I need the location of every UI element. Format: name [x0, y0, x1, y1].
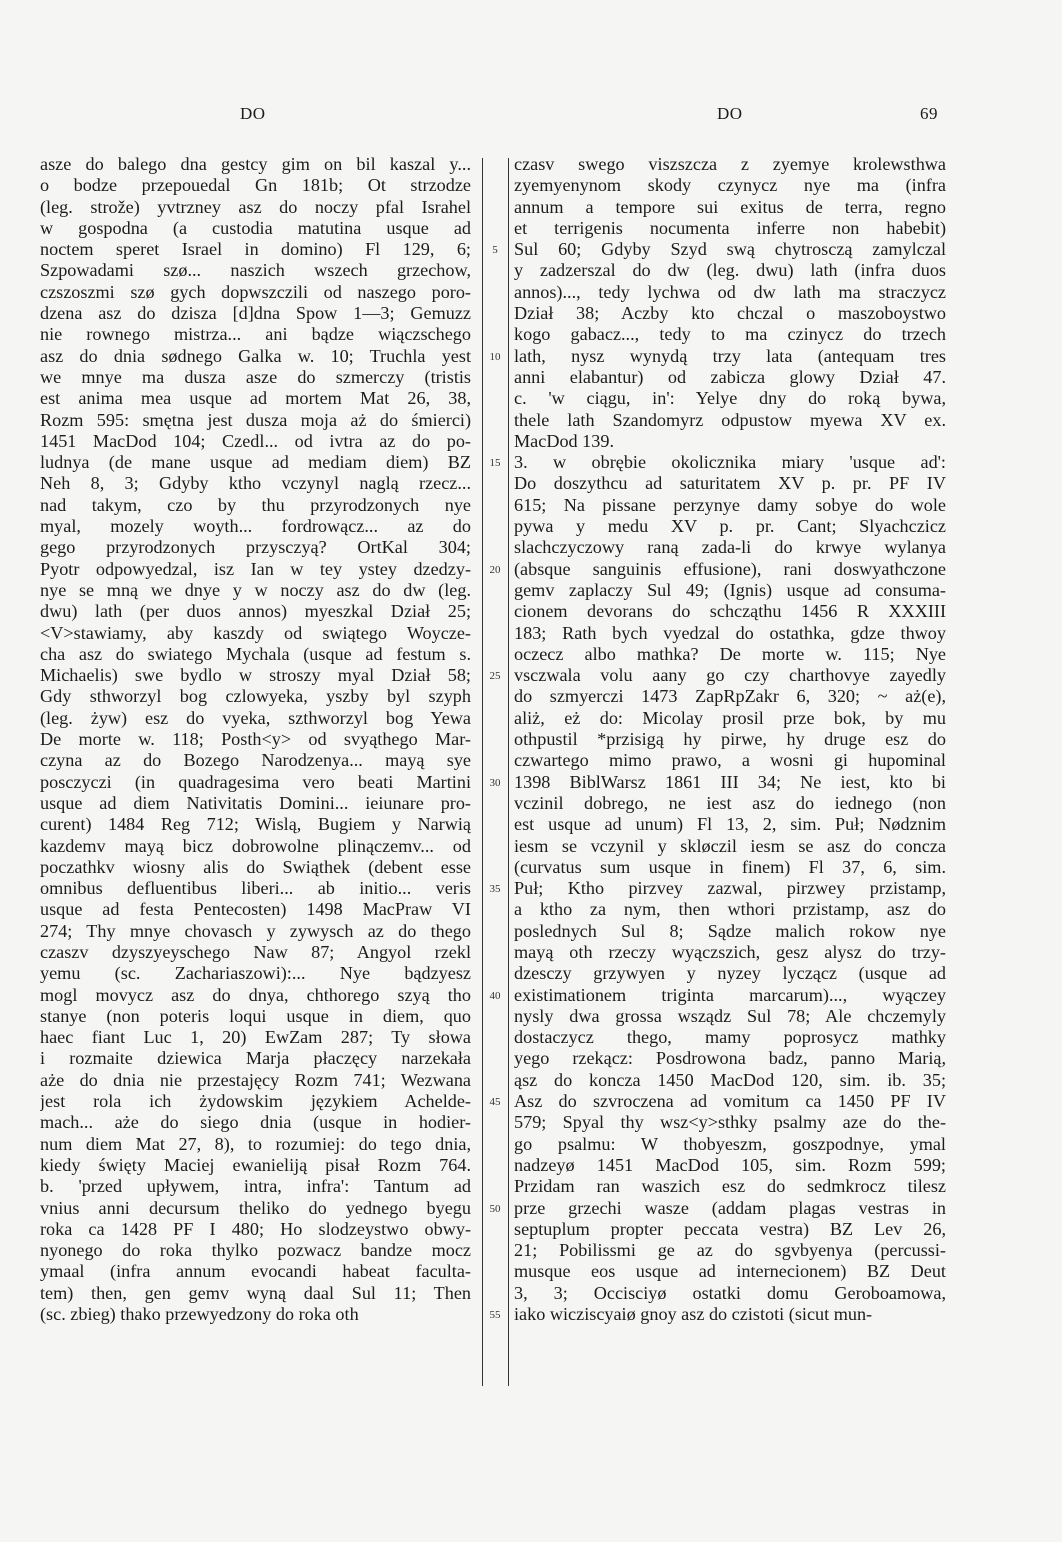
- text-line: Dział 38; Aczby kto chczal o maszoboystwo: [514, 303, 946, 324]
- text-line: 183; Rath bych vyedzal do ostathka, gdze thwoy: [514, 622, 946, 643]
- left-column: [40, 154, 471, 1325]
- text-line: Przidam ran waszich esz do sedmkrocz tilesz: [514, 1176, 946, 1197]
- text-line: annos)..., tedy lychwa od dw lath ma straczycz: [514, 281, 946, 302]
- text-line: othpustil *przisigą hy pirwe, hy druge esz do: [514, 729, 946, 750]
- text-line: y zadzerszal do dw (leg. dwu) lath (infra duos: [514, 260, 946, 281]
- text-line: haec fiant Luc 1, 20) EwZam 287; Ty słowa: [40, 1027, 471, 1048]
- right-column: [514, 154, 946, 1325]
- text-line: c. 'w ciągu, in': Yelye dny do roką bywa,: [514, 388, 946, 409]
- text-line: <V>stawiamy, aby kaszdy od swiątego Woycze-: [40, 622, 471, 643]
- text-line: 21; Pobilissmi ge az do sgvbyenya (percussi-: [514, 1240, 946, 1261]
- text-line: mayą oth rzeczy wyączszich, gesz alysz do trzy-: [514, 941, 946, 962]
- text-line: omnibus defluentibus liberi... ab initio... veris: [40, 878, 471, 899]
- text-line: nye se mną we dnye y w noczy asz do dw (leg.: [40, 579, 471, 600]
- text-line: 615; Na pissane perzynye damy sobye do wole: [514, 494, 946, 515]
- text-line: nyonego do roka thylko pozwacz bandze mocz: [40, 1240, 471, 1261]
- text-line: Pyotr odpowyedzal, isz Ian w tey ystey dzedzy-: [40, 558, 471, 579]
- page-number: 69: [920, 104, 938, 123]
- text-line: est anima mea usque ad mortem Mat 26, 38,: [40, 388, 471, 409]
- text-line: myal, mozely woyth... fordrowącz... az do: [40, 516, 471, 537]
- text-line: De morte w. 118; Posth<y> od svyąthego Mar-: [40, 729, 471, 750]
- text-line: kazdemv mayą bicz dobrowolne plinączemv... od: [40, 835, 471, 856]
- text-line: roka ca 1428 PF I 480; Ho slodzeystwo obwy-: [40, 1218, 471, 1239]
- text-line: nadzeyø 1451 MacDod 105, sim. Rozm 599;: [514, 1154, 946, 1175]
- text-line: nad takym, czo by thu przyrodzonych nye: [40, 494, 471, 515]
- text-line: Michaelis) swe bydlo w stroszy myal Dział 58;: [40, 665, 471, 686]
- text-line: b. 'przed upływem, intra, infra': Tantum ad: [40, 1176, 471, 1197]
- line-number: 45: [489, 1096, 501, 1109]
- line-number: 25: [489, 670, 501, 683]
- text-line: yego rzekącz: Posdrowona badz, panno Marią,: [514, 1048, 946, 1069]
- text-line: Neh 8, 3; Gdyby ktho vczynyl naglą rzecz...: [40, 473, 471, 494]
- line-number: 30: [489, 776, 501, 789]
- text-line: curent) 1484 Reg 712; Wislą, Bugiem y Narwią: [40, 814, 471, 835]
- line-number: 55: [489, 1309, 501, 1322]
- text-line: Sul 60; Gdyby Szyd swą chytrosczą zamylczal: [514, 239, 946, 260]
- text-line: mach... aże do siego dnia (usque in hodier-: [40, 1112, 471, 1133]
- text-line: MacDod 139.: [514, 430, 615, 451]
- text-line: ludnya (de mane usque ad mediam diem) BZ: [40, 452, 471, 473]
- text-line: oczecz albo mathka? De morte w. 115; Nye: [514, 643, 946, 664]
- text-line: (leg. żyw) esz do vyeka, szthworzyl bog Yewa: [40, 707, 471, 728]
- text-line: lath, nysz wynydą trzy lata (antequam tres: [514, 345, 946, 366]
- line-number: 15: [489, 457, 501, 470]
- text-line: pywa y medu XV p. pr. Cant; Slyachczicz: [514, 516, 946, 537]
- text-line: aże do dnia nie przestajęcy Rozm 741; Wezwana: [40, 1069, 471, 1090]
- text-line: we mnye ma dusza asze do szmerczy (tristis: [40, 366, 471, 387]
- text-line: gego przyrodzonych przysczyą? OrtKal 304;: [40, 537, 471, 558]
- text-line: stanye (non poteris loqui usque in diem, quo: [40, 1005, 471, 1026]
- text-line: mogl movycz asz do dnya, chthorego szyą tho: [40, 984, 471, 1005]
- text-line: 1398 BiblWarsz 1861 III 34; Ne iest, kto bi: [514, 771, 946, 792]
- text-line: dzesczy grzywyen y nyzey lyczącz (usque ad: [514, 963, 946, 984]
- text-line: usque ad festa Pentecosten) 1498 MacPraw VI: [40, 899, 471, 920]
- text-line: Asz do szvroczena ad vomitum ca 1450 PF IV: [514, 1091, 946, 1112]
- text-line: num diem Mat 27, 8), to rozumiej: do tego dnia,: [40, 1133, 471, 1154]
- text-line: annum a tempore sui exitus de terra, regno: [514, 196, 946, 217]
- text-line: yemu (sc. Zachariaszowi):... Nye bądzyesz: [40, 963, 471, 984]
- line-number: 10: [489, 350, 501, 363]
- text-line: et terrigenis nocumenta inferre non habebit): [514, 217, 946, 238]
- text-line: noctem speret Israel in domino) Fl 129, 6;: [40, 239, 471, 260]
- text-line: czaszv dzyszyeyschego Naw 87; Angyol rzekl: [40, 941, 471, 962]
- text-line: do szmyerczi 1473 ZapRpZakr 6, 320; ~ aż(e),: [514, 686, 946, 707]
- text-line: Do doszythcu ad saturitatem XV p. pr. PF IV: [514, 473, 946, 494]
- text-line: poczathkv wiosny alis do Swiąthek (debent esse: [40, 856, 471, 877]
- text-line: go psalmu: W thobyeszm, goszpodnye, ymal: [514, 1133, 946, 1154]
- text-line: i rozmaite dziewica Marja płaczęcy narzekała: [40, 1048, 471, 1069]
- text-line: slachczyczowy raną zada-li do krwye wylanya: [514, 537, 946, 558]
- text-line: tem) then, gen gemv wyną daal Sul 11; Then: [40, 1282, 471, 1303]
- text-line: Szpowadami szø... naszich wszech grzechow,: [40, 260, 471, 281]
- running-head-left: DO: [240, 104, 266, 123]
- text-line: (sc. zbieg) thako przewyedzony do roka oth: [40, 1304, 359, 1325]
- column-rule-right: [508, 158, 509, 1386]
- text-line: czasv swego viszszcza z zyemye krolewsthwa: [514, 154, 946, 174]
- text-line: existimationem triginta marcarum)..., wyączey: [514, 984, 946, 1005]
- text-line: 274; Thy mnye chovasch y zywysch az do thego: [40, 920, 471, 941]
- text-line: Gdy sthworzyl bog czlowyeka, yszby byl szyph: [40, 686, 471, 707]
- text-line: vnius anni decursum theliko do yednego byegu: [40, 1197, 471, 1218]
- line-number: 40: [489, 989, 501, 1002]
- text-line: poslednych Sul 8; Sądze malich rokow nye: [514, 920, 946, 941]
- text-line: vsczwala volu aany go czy charthovye zayedly: [514, 665, 946, 686]
- text-line: usque ad diem Nativitatis Domini... ieiunare pro-: [40, 792, 471, 813]
- text-line: anni elabantur) od zabicza glowy Dział 47.: [514, 366, 946, 387]
- text-line: ymaal (infra annum evocandi habeat facultа-: [40, 1261, 471, 1282]
- line-number: 20: [489, 563, 501, 576]
- text-line: asz do dnia sødnego Galka w. 10; Truchla yest: [40, 345, 471, 366]
- text-line: posczyczi (in quadragesima vero beati Martini: [40, 771, 471, 792]
- text-line: cha asz do swiatego Mychala (usque ad festum s.: [40, 643, 471, 664]
- text-line: a ktho za nym, then wthori przistamp, asz do: [514, 899, 946, 920]
- text-line: asze do balego dna gestcy gim on bil kaszal y...: [40, 154, 471, 174]
- text-line: gemv zaplaczy Sul 49; (Ignis) usque ad consuma-: [514, 579, 946, 600]
- text-line: ąsz do koncza 1450 MacDod 120, sim. ib. 35;: [514, 1069, 946, 1090]
- text-line: zyemyenynom skody czynycz nye ma (infra: [514, 175, 946, 196]
- text-line: musque eos usque ad internecionem) BZ Deut: [514, 1261, 946, 1282]
- text-line: nysly dwa grossa wsządz Sul 78; Ale chczemyly: [514, 1005, 946, 1026]
- text-line: dwu) lath (per duos annos) myeszkal Dział 25;: [40, 601, 471, 622]
- text-line: est usque ad unum) Fl 13, 2, sim. Puł; Nødznim: [514, 814, 946, 835]
- text-line: jest rola ich żydowskim językiem Achelde-: [40, 1091, 471, 1112]
- text-line: kogo gabacz..., tedy to ma czinycz do trzech: [514, 324, 946, 345]
- text-line: 1451 MacDod 104; Czedl... od ivtra az do po-: [40, 430, 471, 451]
- text-line: thele lath Szandomyrz odpustow myewa XV ex.: [514, 409, 946, 430]
- text-line: czwartego mimo prawo, a wosni gi hupominal: [514, 750, 946, 771]
- text-line: czyna az do Bozego Narodzenya... mayą sye: [40, 750, 471, 771]
- text-line: (leg. strože) yvtrzney asz do noczy pfal Israhel: [40, 196, 471, 217]
- text-line: cionem devorans do schcząthu 1456 R XXXIII: [514, 601, 946, 622]
- line-number: 35: [489, 883, 501, 896]
- text-line: w gospodna (a custodia matutina usque ad: [40, 217, 471, 238]
- text-line: septuplum propter peccata vestra) BZ Lev 26,: [514, 1218, 946, 1239]
- text-line: (curvatus sum usque in finem) Fl 37, 6, sim.: [514, 856, 946, 877]
- running-head-right: DO: [717, 104, 743, 123]
- text-line: (absque sanguinis effusione), rani doswyathczone: [514, 558, 946, 579]
- text-line: Rozm 595: smętna jest dusza moja aż do śmierci): [40, 409, 471, 430]
- text-line: iesm se vczynil y skløczil iesm se asz do concza: [514, 835, 946, 856]
- text-line: 3. w obrębie okolicznika miary 'usque ad':: [514, 452, 946, 473]
- text-line: o bodze przepouedal Gn 181b; Ot strzodze: [40, 175, 471, 196]
- text-line: aliż, eż do: Micolay prosil prze bok, by mu: [514, 707, 946, 728]
- text-line: iako wicziscyaiø gnoy asz do czistoti (sicut mun-: [514, 1304, 873, 1325]
- line-number: 50: [489, 1202, 501, 1215]
- text-line: 579; Spyal thy wsz<y>sthky psalmy aze do the-: [514, 1112, 946, 1133]
- line-number: 5: [492, 244, 498, 257]
- text-line: dzena asz do dzisza [d]dna Spow 1—3; Gemuzz: [40, 303, 471, 324]
- text-line: czszoszmi szø gych dopwszczili od naszego poro-: [40, 281, 471, 302]
- text-line: dostaczycz thego, mamy poprosycz mathky: [514, 1027, 946, 1048]
- text-line: Puł; Ktho pirzvey zazwal, pirzwey przistamp,: [514, 878, 946, 899]
- text-line: nie rownego mistrza... ani bądze wiączschego: [40, 324, 471, 345]
- text-line: prze grzechi wasze (addam plagas vestras in: [514, 1197, 946, 1218]
- text-line: 3, 3; Occisciyø ostatki domu Geroboamowa,: [514, 1282, 946, 1303]
- text-line: vczinil dobrego, ne iest asz do iednego (non: [514, 792, 946, 813]
- text-line: kiedy święty Maciej ewanieliją pisał Rozm 764.: [40, 1154, 471, 1175]
